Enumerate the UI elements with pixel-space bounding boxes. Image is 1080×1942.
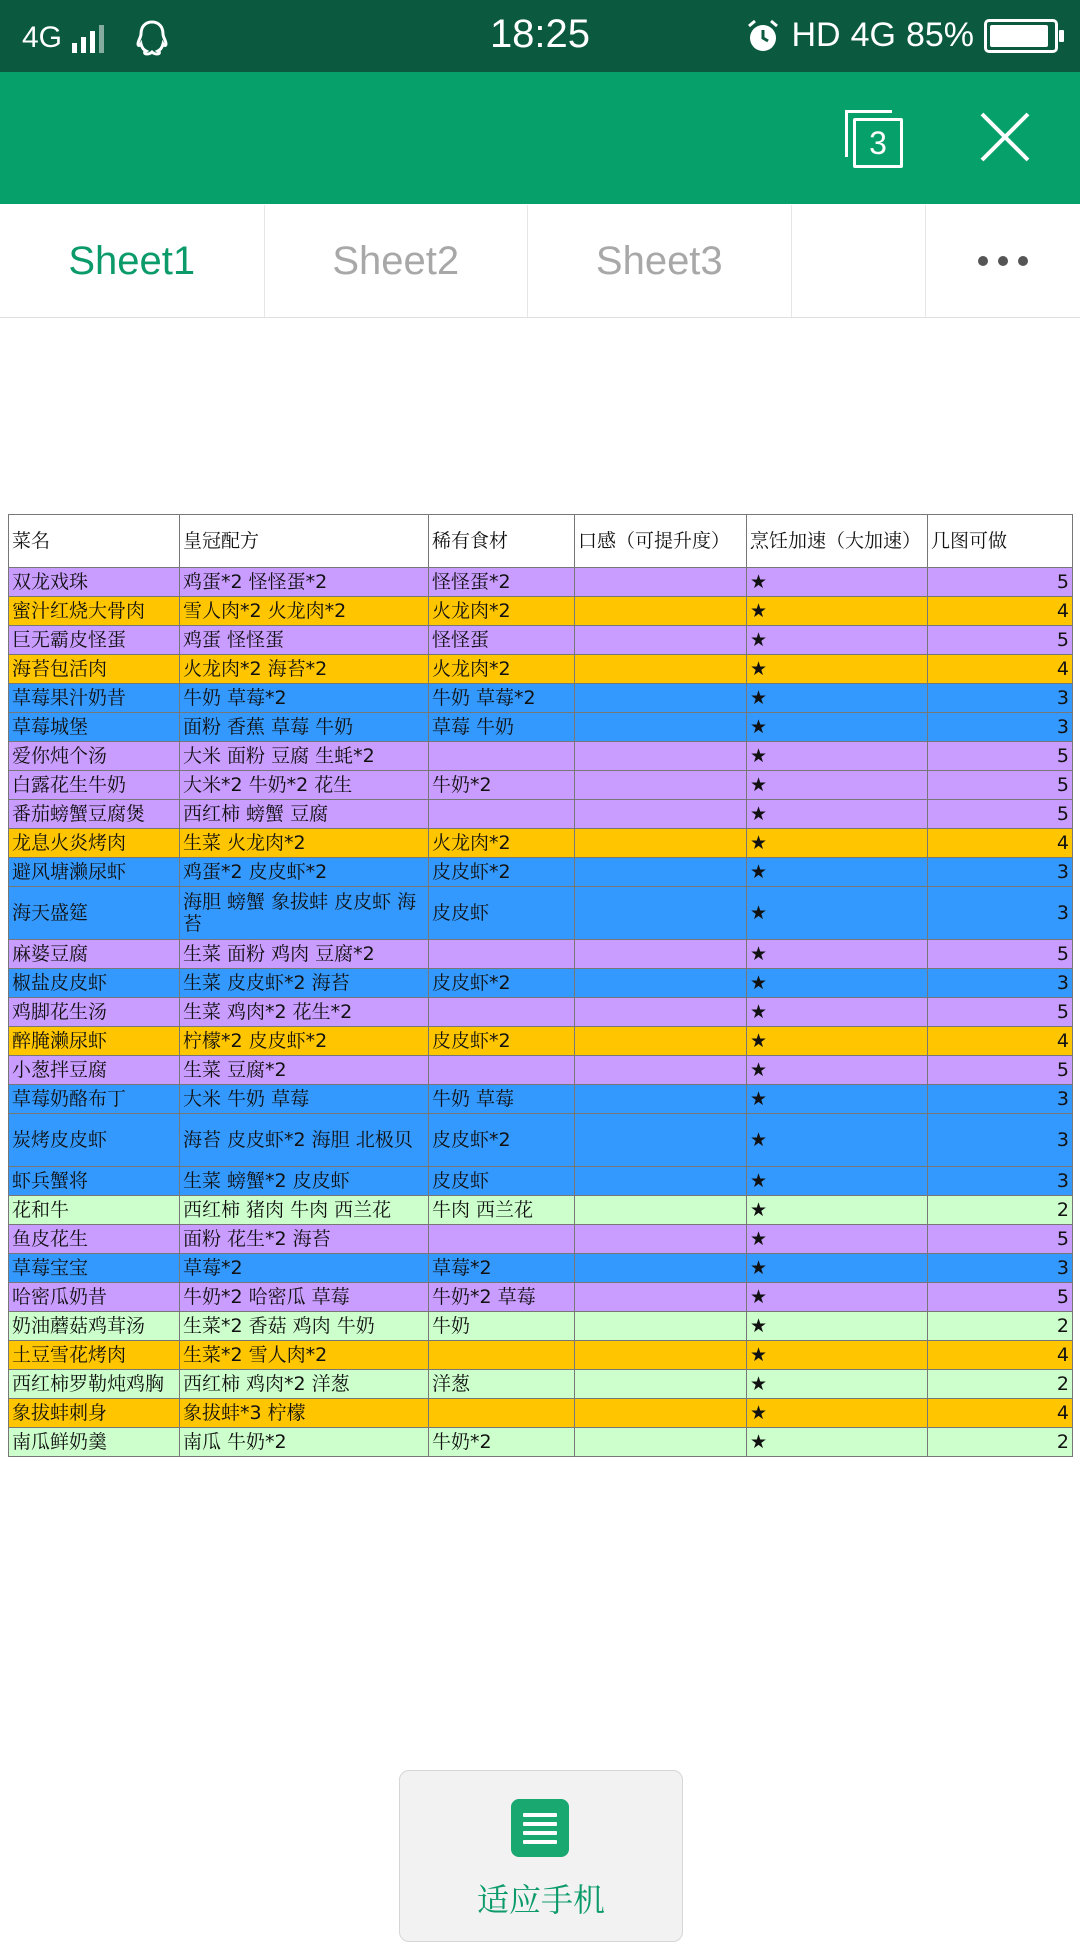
table-cell-maps[interactable]: 2	[928, 1428, 1073, 1457]
table-cell-speed[interactable]: ★	[747, 1370, 928, 1399]
table-cell-taste[interactable]	[575, 713, 747, 742]
table-cell-speed[interactable]: ★	[747, 1283, 928, 1312]
table-cell-maps[interactable]: 3	[928, 1085, 1073, 1114]
table-cell-rare[interactable]: 牛奶	[429, 1312, 575, 1341]
table-row	[9, 655, 1073, 684]
table-cell-taste[interactable]	[575, 887, 747, 940]
table-cell-name[interactable]: 海天盛筵	[9, 887, 180, 940]
header-row	[9, 515, 1073, 568]
table-row	[9, 858, 1073, 887]
table-cell-taste[interactable]	[575, 800, 747, 829]
table-row	[9, 626, 1073, 655]
table-cell-maps[interactable]: 3	[928, 713, 1073, 742]
table-cell-name[interactable]: 西红柿罗勒炖鸡胸	[9, 1370, 180, 1399]
table-cell-maps[interactable]: 4	[928, 829, 1073, 858]
table-cell-speed[interactable]: ★	[747, 1056, 928, 1085]
table-row	[9, 887, 1073, 940]
battery-icon	[984, 19, 1058, 53]
table-cell-name[interactable]: 龙息火炎烤肉	[9, 829, 180, 858]
table-cell-recipe[interactable]: 生菜 皮皮虾*2 海苔	[180, 969, 429, 998]
table-cell-maps[interactable]: 4	[928, 597, 1073, 626]
table-cell-name[interactable]: 双龙戏珠	[9, 568, 180, 597]
table-cell-taste[interactable]	[575, 1196, 747, 1225]
table-cell-recipe[interactable]: 生菜 螃蟹*2 皮皮虾	[180, 1167, 429, 1196]
data-label: 4G	[850, 16, 896, 54]
table-cell-maps[interactable]: 4	[928, 1341, 1073, 1370]
table-cell-maps[interactable]: 3	[928, 858, 1073, 887]
table-cell-name[interactable]: 哈密瓜奶昔	[9, 1283, 180, 1312]
table-cell-maps[interactable]: 2	[928, 1312, 1073, 1341]
table-cell-speed[interactable]: ★	[747, 829, 928, 858]
table-cell-name[interactable]: 草莓城堡	[9, 713, 180, 742]
table-row	[9, 568, 1073, 597]
table-cell-rare[interactable]: 牛奶*2 草莓	[429, 1283, 575, 1312]
table-cell-maps[interactable]: 5	[928, 998, 1073, 1027]
table-cell-name[interactable]: 番茄螃蟹豆腐煲	[9, 800, 180, 829]
table-cell-rare[interactable]	[429, 940, 575, 969]
table-cell-recipe[interactable]: 大米*2 牛奶*2 花生	[180, 771, 429, 800]
table-cell-taste[interactable]	[575, 998, 747, 1027]
more-dots-icon	[978, 256, 1028, 266]
table-cell-speed[interactable]: ★	[747, 1254, 928, 1283]
table-cell-recipe[interactable]: 草莓*2	[180, 1254, 429, 1283]
table-cell-taste[interactable]	[575, 1341, 747, 1370]
table-cell-name[interactable]: 草莓果汁奶昔	[9, 684, 180, 713]
table-cell-speed[interactable]: ★	[747, 1085, 928, 1114]
table-cell-recipe[interactable]: 象拔蚌*3 柠檬	[180, 1399, 429, 1428]
table-cell-speed[interactable]: ★	[747, 568, 928, 597]
table-cell-speed[interactable]: ★	[747, 1167, 928, 1196]
tab-sheet3[interactable]: Sheet3	[528, 205, 792, 317]
table-cell-recipe[interactable]: 西红柿 猪肉 牛肉 西兰花	[180, 1196, 429, 1225]
table-cell-speed[interactable]: ★	[747, 1399, 928, 1428]
table-row	[9, 1254, 1073, 1283]
table-cell-rare[interactable]: 牛奶 草莓*2	[429, 684, 575, 713]
table-cell-name[interactable]: 避风塘濑尿虾	[9, 858, 180, 887]
table-row	[9, 771, 1073, 800]
table-cell-maps[interactable]: 3	[928, 1114, 1073, 1167]
table-cell-rare[interactable]: 怪怪蛋	[429, 626, 575, 655]
table-cell-recipe[interactable]: 生菜*2 香菇 鸡肉 牛奶	[180, 1312, 429, 1341]
status-right	[745, 16, 1058, 55]
header-cell[interactable]: 口感（可提升度）	[575, 515, 747, 568]
table-cell-taste[interactable]	[575, 655, 747, 684]
table-row	[9, 800, 1073, 829]
table-cell-taste[interactable]	[575, 1085, 747, 1114]
table-cell-recipe[interactable]: 大米 面粉 豆腐 生蚝*2	[180, 742, 429, 771]
table-row	[9, 1027, 1073, 1056]
table-cell-recipe[interactable]: 鸡蛋*2 皮皮虾*2	[180, 858, 429, 887]
table-cell-taste[interactable]	[575, 1056, 747, 1085]
table-cell-name[interactable]: 土豆雪花烤肉	[9, 1341, 180, 1370]
table-cell-maps[interactable]: 5	[928, 771, 1073, 800]
table-cell-rare[interactable]: 火龙肉*2	[429, 655, 575, 684]
header-cell[interactable]: 几图可做	[928, 515, 1073, 568]
table-cell-recipe[interactable]: 生菜 面粉 鸡肉 豆腐*2	[180, 940, 429, 969]
table-cell-rare[interactable]	[429, 742, 575, 771]
fit-phone-label: 适应手机	[476, 1881, 605, 1919]
table-cell-speed[interactable]: ★	[747, 1312, 928, 1341]
table-cell-taste[interactable]	[575, 568, 747, 597]
table-row	[9, 998, 1073, 1027]
table-row	[9, 1283, 1073, 1312]
table-cell-rare[interactable]: 草莓*2	[429, 1254, 575, 1283]
table-cell-recipe[interactable]: 生菜 火龙肉*2	[180, 829, 429, 858]
alarm-icon	[745, 18, 781, 54]
table-cell-maps[interactable]: 3	[928, 1254, 1073, 1283]
table-cell-speed[interactable]: ★	[747, 597, 928, 626]
table-cell-taste[interactable]	[575, 1312, 747, 1341]
table-row	[9, 1114, 1073, 1167]
table-cell-taste[interactable]	[575, 940, 747, 969]
table-row	[9, 969, 1073, 998]
table-cell-speed[interactable]: ★	[747, 858, 928, 887]
table-cell-maps[interactable]: 3	[928, 684, 1073, 713]
table-cell-speed[interactable]: ★	[747, 1225, 928, 1254]
table-row	[9, 940, 1073, 969]
header-cell[interactable]: 皇冠配方	[180, 515, 429, 568]
table-cell-maps[interactable]: 5	[928, 626, 1073, 655]
spreadsheet[interactable]	[8, 514, 1072, 1457]
table-row	[9, 1056, 1073, 1085]
table-cell-taste[interactable]	[575, 829, 747, 858]
table-cell-name[interactable]: 椒盐皮皮虾	[9, 969, 180, 998]
table-row	[9, 684, 1073, 713]
table-cell-name[interactable]: 爱你炖个汤	[9, 742, 180, 771]
table-row	[9, 597, 1073, 626]
table-cell-name[interactable]: 草莓宝宝	[9, 1254, 180, 1283]
table-cell-taste[interactable]	[575, 684, 747, 713]
table-cell-name[interactable]: 小葱拌豆腐	[9, 1056, 180, 1085]
table-row	[9, 1341, 1073, 1370]
table-cell-rare[interactable]: 牛奶*2	[429, 771, 575, 800]
header-cell[interactable]: 稀有食材	[429, 515, 575, 568]
table-cell-name[interactable]: 鸡脚花生汤	[9, 998, 180, 1027]
table-cell-taste[interactable]	[575, 1167, 747, 1196]
table-cell-maps[interactable]: 4	[928, 1027, 1073, 1056]
table-cell-recipe[interactable]: 生菜 鸡肉*2 花生*2	[180, 998, 429, 1027]
table-cell-rare[interactable]: 火龙肉*2	[429, 829, 575, 858]
table-cell-recipe[interactable]: 火龙肉*2 海苔*2	[180, 655, 429, 684]
table-cell-recipe[interactable]: 柠檬*2 皮皮虾*2	[180, 1027, 429, 1056]
table-cell-recipe[interactable]: 海苔 皮皮虾*2 海胆 北极贝	[180, 1114, 429, 1167]
table-cell-name[interactable]: 象拔蚌刺身	[9, 1399, 180, 1428]
table-cell-rare[interactable]: 洋葱	[429, 1370, 575, 1399]
table-cell-taste[interactable]	[575, 1428, 747, 1457]
table-cell-rare[interactable]	[429, 998, 575, 1027]
title-bar	[0, 72, 1080, 204]
table-cell-maps[interactable]: 3	[928, 969, 1073, 998]
table-cell-name[interactable]: 醉腌濑尿虾	[9, 1027, 180, 1056]
table-cell-taste[interactable]	[575, 597, 747, 626]
table-cell-speed[interactable]: ★	[747, 1428, 928, 1457]
table-cell-name[interactable]: 巨无霸皮怪蛋	[9, 626, 180, 655]
table-cell-rare[interactable]: 皮皮虾	[429, 1167, 575, 1196]
table-cell-rare[interactable]	[429, 800, 575, 829]
table-cell-maps[interactable]: 3	[928, 1167, 1073, 1196]
table-cell-speed[interactable]: ★	[747, 887, 928, 940]
table-cell-taste[interactable]	[575, 1225, 747, 1254]
table-cell-taste[interactable]	[575, 1254, 747, 1283]
table-cell-rare[interactable]	[429, 1056, 575, 1085]
table-cell-rare[interactable]: 火龙肉*2	[429, 597, 575, 626]
table-cell-recipe[interactable]: 生菜 豆腐*2	[180, 1056, 429, 1085]
spreadsheet-icon	[511, 1799, 569, 1857]
table-cell-recipe[interactable]: 牛奶*2 哈密瓜 草莓	[180, 1283, 429, 1312]
battery-percent: 85%	[905, 16, 974, 54]
table-cell-speed[interactable]: ★	[747, 1114, 928, 1167]
table-cell-speed[interactable]: ★	[747, 655, 928, 684]
table-row	[9, 713, 1073, 742]
table-cell-recipe[interactable]: 牛奶 草莓*2	[180, 684, 429, 713]
table-body	[9, 568, 1073, 1457]
table-cell-speed[interactable]: ★	[747, 998, 928, 1027]
table-cell-name[interactable]: 草莓奶酪布丁	[9, 1085, 180, 1114]
table-cell-speed[interactable]: ★	[747, 940, 928, 969]
close-icon[interactable]	[978, 110, 1032, 164]
table-cell-speed[interactable]: ★	[747, 684, 928, 713]
table-cell-taste[interactable]	[575, 1027, 747, 1056]
table-cell-speed[interactable]: ★	[747, 742, 928, 771]
table-cell-rare[interactable]: 牛奶*2	[429, 1428, 575, 1457]
tab-sheet1[interactable]: Sheet1	[0, 205, 265, 317]
table-cell-recipe[interactable]: 面粉 花生*2 海苔	[180, 1225, 429, 1254]
table-cell-recipe[interactable]: 雪人肉*2 火龙肉*2	[180, 597, 429, 626]
network-type: 4G	[22, 21, 63, 54]
table-cell-rare[interactable]: 牛奶 草莓	[429, 1085, 575, 1114]
table-cell-speed[interactable]: ★	[747, 969, 928, 998]
table-row	[9, 1312, 1073, 1341]
table-cell-maps[interactable]: 5	[928, 1225, 1073, 1254]
table-cell-speed[interactable]: ★	[747, 800, 928, 829]
table-cell-recipe[interactable]: 大米 牛奶 草莓	[180, 1085, 429, 1114]
table-cell-rare[interactable]	[429, 1225, 575, 1254]
table-cell-taste[interactable]	[575, 626, 747, 655]
table-cell-recipe[interactable]: 鸡蛋 怪怪蛋	[180, 626, 429, 655]
status-bar	[0, 0, 1080, 72]
table-cell-taste[interactable]	[575, 1370, 747, 1399]
table-cell-name[interactable]: 蜜汁红烧大骨肉	[9, 597, 180, 626]
table-cell-maps[interactable]: 4	[928, 1399, 1073, 1428]
table-row	[9, 829, 1073, 858]
table-row	[9, 1225, 1073, 1254]
table-cell-name[interactable]: 炭烤皮皮虾	[9, 1114, 180, 1167]
table-row	[9, 742, 1073, 771]
hd-label: HD	[791, 16, 841, 54]
table-cell-recipe[interactable]: 南瓜 牛奶*2	[180, 1428, 429, 1457]
header-cell[interactable]: 菜名	[9, 515, 180, 568]
table-row	[9, 1167, 1073, 1196]
table-cell-maps[interactable]: 5	[928, 742, 1073, 771]
table-cell-taste[interactable]	[575, 858, 747, 887]
table-cell-rare[interactable]: 牛肉 西兰花	[429, 1196, 575, 1225]
table-cell-rare[interactable]: 皮皮虾*2	[429, 1114, 575, 1167]
table-cell-maps[interactable]: 5	[928, 1283, 1073, 1312]
table-cell-name[interactable]: 鱼皮花生	[9, 1225, 180, 1254]
table-cell-taste[interactable]	[575, 1283, 747, 1312]
table-cell-taste[interactable]	[575, 969, 747, 998]
table-cell-maps[interactable]: 2	[928, 1196, 1073, 1225]
table-cell-taste[interactable]	[575, 1114, 747, 1167]
table-cell-rare[interactable]: 皮皮虾*2	[429, 1027, 575, 1056]
table-cell-name[interactable]: 奶油蘑菇鸡茸汤	[9, 1312, 180, 1341]
tab-empty[interactable]	[792, 205, 927, 317]
table-cell-name[interactable]: 麻婆豆腐	[9, 940, 180, 969]
table-cell-recipe[interactable]: 鸡蛋*2 怪怪蛋*2	[180, 568, 429, 597]
table-cell-rare[interactable]: 草莓 牛奶	[429, 713, 575, 742]
table-cell-recipe[interactable]: 生菜*2 雪人肉*2	[180, 1341, 429, 1370]
table-cell-rare[interactable]: 皮皮虾	[429, 887, 575, 940]
clock: 18:25	[489, 12, 591, 56]
table-cell-maps[interactable]: 5	[928, 940, 1073, 969]
sheet-tabs	[0, 205, 1080, 318]
table-cell-rare[interactable]	[429, 1341, 575, 1370]
data-table	[8, 514, 1073, 1457]
table-cell-name[interactable]: 花和牛	[9, 1196, 180, 1225]
table-cell-speed[interactable]: ★	[747, 713, 928, 742]
table-cell-taste[interactable]	[575, 1399, 747, 1428]
tab-sheet2[interactable]: Sheet2	[265, 205, 529, 317]
more-button[interactable]	[926, 205, 1080, 317]
table-row	[9, 1196, 1073, 1225]
table-cell-maps[interactable]: 3	[928, 887, 1073, 940]
table-cell-rare[interactable]: 怪怪蛋*2	[429, 568, 575, 597]
fit-phone-button[interactable]	[399, 1770, 683, 1942]
table-cell-name[interactable]: 南瓜鲜奶羹	[9, 1428, 180, 1457]
table-cell-speed[interactable]: ★	[747, 1196, 928, 1225]
table-cell-rare[interactable]: 皮皮虾*2	[429, 969, 575, 998]
table-row	[9, 1428, 1073, 1457]
table-cell-name[interactable]: 白露花生牛奶	[9, 771, 180, 800]
table-cell-rare[interactable]: 皮皮虾*2	[429, 858, 575, 887]
table-cell-taste[interactable]	[575, 771, 747, 800]
table-cell-speed[interactable]: ★	[747, 771, 928, 800]
table-row	[9, 1085, 1073, 1114]
table-cell-speed[interactable]: ★	[747, 1341, 928, 1370]
window-count-button[interactable]	[845, 110, 901, 166]
table-cell-maps[interactable]: 5	[928, 568, 1073, 597]
table-cell-rare[interactable]	[429, 1399, 575, 1428]
table-cell-maps[interactable]: 5	[928, 1056, 1073, 1085]
table-cell-recipe[interactable]: 西红柿 鸡肉*2 洋葱	[180, 1370, 429, 1399]
table-cell-maps[interactable]: 5	[928, 800, 1073, 829]
table-cell-speed[interactable]: ★	[747, 1027, 928, 1056]
table-cell-speed[interactable]: ★	[747, 626, 928, 655]
table-cell-recipe[interactable]: 海胆 螃蟹 象拔蚌 皮皮虾 海苔	[180, 887, 429, 940]
table-cell-recipe[interactable]: 西红柿 螃蟹 豆腐	[180, 800, 429, 829]
window-count: 3	[853, 118, 903, 168]
table-cell-maps[interactable]: 4	[928, 655, 1073, 684]
table-cell-maps[interactable]: 2	[928, 1370, 1073, 1399]
table-cell-name[interactable]: 海苔包活肉	[9, 655, 180, 684]
table-cell-taste[interactable]	[575, 742, 747, 771]
table-row	[9, 1399, 1073, 1428]
table-cell-name[interactable]: 虾兵蟹将	[9, 1167, 180, 1196]
table-row	[9, 1370, 1073, 1399]
table-cell-recipe[interactable]: 面粉 香蕉 草莓 牛奶	[180, 713, 429, 742]
header-cell[interactable]: 烹饪加速（大加速）	[747, 515, 928, 568]
